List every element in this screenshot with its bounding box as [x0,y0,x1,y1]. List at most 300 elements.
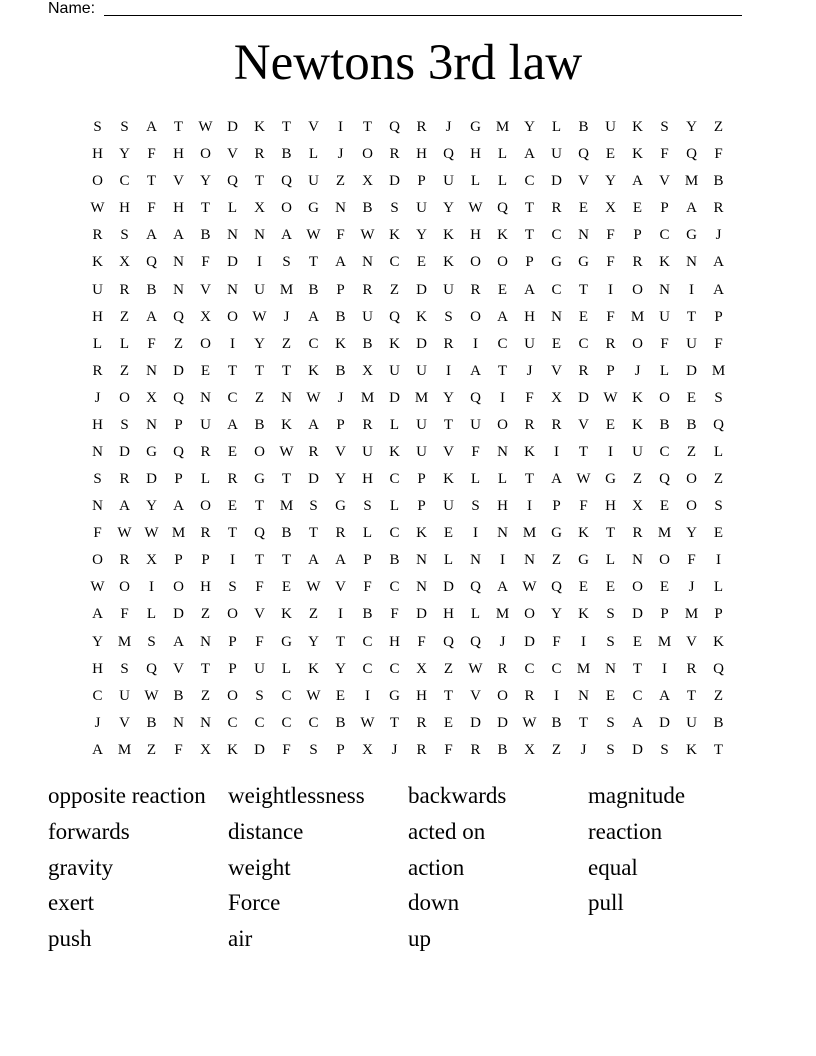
grid-cell: M [657,525,672,542]
grid-cell: S [606,741,615,758]
grid-cell: N [497,443,508,460]
grid-cell: C [524,660,535,677]
grid-cell: X [200,308,211,325]
grid-cell: E [578,308,589,325]
grid-cell: W [306,687,321,704]
grid-cell: F [606,254,615,271]
grid-cell: L [497,173,508,190]
grid-cell: I [581,633,586,650]
grid-cell: L [443,552,454,569]
grid-cell: A [92,741,103,758]
grid-cell: R [416,119,427,136]
grid-cell: T [578,443,589,460]
grid-cell: O [281,200,292,217]
grid-cell: A [632,173,643,190]
grid-cell: U [443,173,454,190]
grid-cell: A [173,227,184,244]
grid-cell: W [468,200,483,217]
grid-cell: S [255,687,264,704]
grid-cell: U [632,443,643,460]
grid-cell: B [686,416,697,433]
grid-cell: O [659,552,670,569]
grid-cell: I [554,443,559,460]
grid-cell: K [578,606,589,623]
grid-cell: Z [713,471,724,488]
grid-cell: R [551,200,562,217]
grid-cell: D [119,443,130,460]
grid-cell: P [336,741,345,758]
grid-cell: C [308,714,319,731]
grid-cell: D [497,714,508,731]
grid-cell: V [254,606,265,623]
grid-cell: A [713,281,724,298]
grid-cell: F [660,146,669,163]
grid-cell: C [227,389,238,406]
grid-cell: N [200,389,211,406]
grid-cell: H [92,308,103,325]
grid-cell: S [606,714,615,731]
grid-cell: S [606,633,615,650]
grid-cell: T [254,552,265,569]
word-bank-item: equal [588,854,638,880]
grid-cell: B [362,606,373,623]
grid-cell: V [200,281,211,298]
grid-cell: I [689,281,694,298]
grid-cell: Z [632,471,643,488]
grid-cell: R [524,416,535,433]
grid-cell: M [279,281,294,298]
grid-cell: F [255,633,264,650]
grid-cell: L [200,471,211,488]
grid-cell: O [362,146,373,163]
grid-cell: Z [443,660,454,677]
grid-cell: S [120,660,129,677]
grid-cell: L [308,146,319,163]
grid-cell: K [632,389,643,406]
word-bank [48,778,768,957]
grid-cell: M [117,741,132,758]
grid-cell: G [551,525,562,542]
grid-cell: I [149,579,154,596]
grid-cell: B [362,335,373,352]
grid-cell: Y [335,471,346,488]
grid-cell: K [389,335,400,352]
grid-cell: N [362,254,373,271]
grid-cell: P [606,362,615,379]
grid-cell: N [659,281,670,298]
grid-cell: V [578,416,589,433]
grid-cell: A [146,308,157,325]
grid-cell: G [146,443,157,460]
grid-cell: O [227,606,238,623]
grid-cell: K [443,254,454,271]
grid-cell: T [200,660,211,677]
grid-cell: U [416,362,427,379]
grid-cell: V [659,173,670,190]
grid-cell: C [551,660,562,677]
grid-cell: Q [173,443,184,460]
grid-cell: Z [173,335,184,352]
grid-cell: K [281,606,292,623]
grid-cell: N [173,714,184,731]
grid-cell: C [92,687,103,704]
grid-cell: C [551,281,562,298]
grid-cell: Z [713,687,724,704]
grid-cell: G [281,633,292,650]
grid-cell: H [362,471,373,488]
grid-cell: L [605,552,616,569]
grid-cell: B [335,362,346,379]
grid-cell: F [660,335,669,352]
grid-cell: F [444,741,453,758]
grid-cell: A [335,552,346,569]
grid-cell: Q [389,308,400,325]
grid-cell: M [657,633,672,650]
grid-cell: E [605,146,616,163]
grid-cell: Q [254,525,265,542]
grid-cell: H [605,498,616,515]
grid-cell: Y [686,119,697,136]
grid-cell: X [146,389,157,406]
grid-cell: W [198,119,213,136]
grid-cell: Y [146,498,157,515]
grid-cell: N [254,227,265,244]
grid-cell: L [389,416,400,433]
grid-cell: O [632,281,643,298]
grid-cell: O [92,173,103,190]
grid-cell: O [200,498,211,515]
grid-cell: E [659,498,670,515]
grid-cell: P [336,281,345,298]
grid-cell: N [524,552,535,569]
grid-cell: Q [443,146,454,163]
grid-cell: J [499,633,506,650]
grid-cell: F [363,579,372,596]
grid-cell: P [525,254,534,271]
grid-cell: C [254,714,265,731]
grid-cell: H [173,200,184,217]
grid-cell: M [711,362,726,379]
grid-cell: A [119,498,130,515]
grid-cell: O [200,335,211,352]
grid-cell: K [227,741,238,758]
grid-cell: T [497,362,508,379]
grid-cell: W [522,714,537,731]
grid-cell: Q [443,633,454,650]
grid-cell: S [444,308,453,325]
grid-cell: S [120,416,129,433]
grid-cell: A [659,687,670,704]
grid-cell: K [389,227,400,244]
grid-cell: E [443,714,454,731]
grid-cell: Y [524,119,535,136]
grid-cell: U [362,308,373,325]
grid-cell: H [92,660,103,677]
grid-cell: A [632,714,643,731]
grid-cell: S [309,498,318,515]
grid-cell: U [659,308,670,325]
grid-cell: B [659,416,670,433]
grid-cell: U [308,173,319,190]
grid-cell: X [200,741,211,758]
grid-cell: V [470,687,481,704]
grid-cell: J [580,741,587,758]
grid-cell: X [524,741,535,758]
word-bank-item: opposite reaction [48,783,206,808]
grid-cell: N [146,416,157,433]
grid-cell: O [470,254,481,271]
grid-cell: Z [146,741,157,758]
grid-cell: R [362,416,373,433]
grid-cell: M [117,633,132,650]
grid-cell: X [416,660,427,677]
grid-cell: A [497,579,508,596]
grid-cell: I [473,525,478,542]
grid-cell: Q [146,254,157,271]
grid-cell: P [174,552,183,569]
grid-cell: F [471,443,480,460]
grid-cell: D [254,741,265,758]
grid-cell: P [417,471,426,488]
grid-cell: J [94,714,101,731]
grid-cell: D [551,173,562,190]
grid-cell: Q [470,579,481,596]
word-bank-item: forwards [48,818,130,844]
grid-cell: I [338,606,343,623]
grid-cell: K [389,443,400,460]
grid-cell: W [360,714,375,731]
grid-cell: O [659,389,670,406]
grid-cell: E [605,579,616,596]
grid-cell: H [470,227,481,244]
grid-cell: A [551,471,562,488]
grid-cell: A [146,119,157,136]
grid-cell: B [173,687,184,704]
grid-cell: L [713,579,724,596]
grid-cell: R [119,552,130,569]
grid-cell: B [281,525,292,542]
grid-cell: U [416,416,427,433]
grid-cell: R [524,687,535,704]
grid-cell: C [497,335,508,352]
grid-cell: L [470,471,481,488]
grid-cell: D [524,633,535,650]
grid-cell: I [500,389,505,406]
grid-cell: W [360,227,375,244]
grid-cell: I [257,254,262,271]
grid-cell: K [281,416,292,433]
grid-cell: D [173,606,184,623]
grid-cell: G [578,254,589,271]
grid-cell: C [659,443,670,460]
grid-cell: E [551,335,562,352]
grid-cell: W [522,579,537,596]
grid-cell: A [281,227,292,244]
grid-cell: N [200,633,211,650]
grid-cell: L [389,498,400,515]
grid-cell: C [227,714,238,731]
grid-cell: N [686,254,697,271]
grid-cell: E [497,281,508,298]
grid-cell: W [306,389,321,406]
grid-cell: U [416,443,427,460]
grid-cell: B [713,173,724,190]
grid-cell: L [659,362,670,379]
grid-cell: I [230,552,235,569]
word-bank-item: acted on [408,818,486,844]
grid-cell: C [281,714,292,731]
grid-cell: D [632,606,643,623]
grid-cell: N [551,308,562,325]
grid-cell: T [254,498,265,515]
grid-cell: P [633,227,642,244]
grid-cell: D [416,335,427,352]
grid-cell: B [713,714,724,731]
grid-cell: V [308,119,319,136]
grid-cell: P [228,633,237,650]
grid-cell: Z [335,173,346,190]
grid-cell: B [200,227,211,244]
grid-cell: S [282,254,291,271]
grid-cell: R [362,281,373,298]
grid-cell: Z [200,687,211,704]
grid-cell: J [715,227,722,244]
grid-cell: H [200,579,211,596]
grid-cell: I [446,362,451,379]
grid-cell: S [714,498,723,515]
grid-cell: L [713,443,724,460]
grid-cell: T [308,525,319,542]
grid-cell: L [551,119,562,136]
grid-cell: L [470,173,481,190]
grid-cell: N [92,498,103,515]
grid-cell: H [92,146,103,163]
grid-cell: P [660,606,669,623]
grid-cell: J [634,362,641,379]
grid-cell: R [551,416,562,433]
grid-cell: F [687,552,696,569]
grid-cell: C [362,660,373,677]
grid-cell: Z [119,362,130,379]
grid-cell: T [308,254,319,271]
grid-cell: O [227,687,238,704]
grid-cell: A [92,606,103,623]
grid-cell: T [578,281,589,298]
grid-cell: T [524,227,535,244]
grid-cell: W [468,660,483,677]
grid-cell: T [335,633,346,650]
grid-cell: V [173,173,184,190]
grid-cell: N [416,579,427,596]
grid-cell: O [227,308,238,325]
grid-cell: D [416,606,427,623]
grid-cell: K [254,119,265,136]
grid-cell: A [524,281,535,298]
grid-cell: I [662,660,667,677]
grid-cell: V [335,579,346,596]
grid-cell: F [147,200,156,217]
grid-cell: R [416,741,427,758]
grid-cell: K [632,416,643,433]
grid-cell: Y [254,335,265,352]
grid-cell: X [146,552,157,569]
grid-cell: R [416,714,427,731]
grid-cell: E [632,633,643,650]
word-bank-item: up [408,926,431,951]
grid-cell: T [173,119,184,136]
grid-cell: R [119,471,130,488]
grid-cell: J [526,362,533,379]
grid-cell: D [146,471,157,488]
grid-cell: R [443,335,454,352]
grid-cell: A [227,416,238,433]
grid-cell: U [254,281,265,298]
grid-cell: N [227,227,238,244]
grid-cell: M [495,606,510,623]
grid-cell: E [632,200,643,217]
word-bank-item: reaction [588,818,663,844]
grid-cell: F [525,389,534,406]
grid-cell: E [227,443,238,460]
grid-cell: C [308,335,319,352]
grid-cell: O [686,498,697,515]
grid-cell: N [335,200,346,217]
grid-cell: R [200,443,211,460]
grid-cell: K [308,660,319,677]
grid-cell: J [445,119,452,136]
grid-cell: A [470,362,481,379]
grid-cell: O [497,254,508,271]
grid-cell: T [632,660,643,677]
grid-cell: T [524,471,535,488]
grid-cell: Y [551,606,562,623]
grid-cell: C [551,227,562,244]
grid-cell: K [443,227,454,244]
grid-cell: L [92,335,103,352]
word-bank-item: magnitude [588,783,686,808]
grid-cell: O [686,471,697,488]
grid-cell: Q [686,146,697,163]
grid-cell: R [92,362,103,379]
grid-cell: D [227,119,238,136]
grid-cell: N [605,660,616,677]
grid-cell: X [551,389,562,406]
grid-cell: B [578,119,589,136]
grid-cell: F [606,308,615,325]
grid-cell: K [524,443,535,460]
grid-cell: W [90,579,105,596]
grid-cell: D [173,362,184,379]
grid-cell: Z [389,281,400,298]
word-bank-item: weightlessness [228,783,365,808]
grid-cell: W [306,227,321,244]
grid-cell: S [147,633,156,650]
grid-cell: A [335,254,346,271]
grid-cell: X [254,200,265,217]
grid-cell: L [362,525,373,542]
grid-cell: E [281,579,292,596]
grid-cell: M [684,606,699,623]
grid-cell: D [416,281,427,298]
grid-cell: C [281,687,292,704]
grid-cell: N [200,714,211,731]
grid-cell: C [389,471,400,488]
grid-cell: P [417,173,426,190]
grid-cell: A [713,254,724,271]
grid-cell: T [254,362,265,379]
grid-cell: C [389,254,400,271]
grid-cell: Q [578,146,589,163]
